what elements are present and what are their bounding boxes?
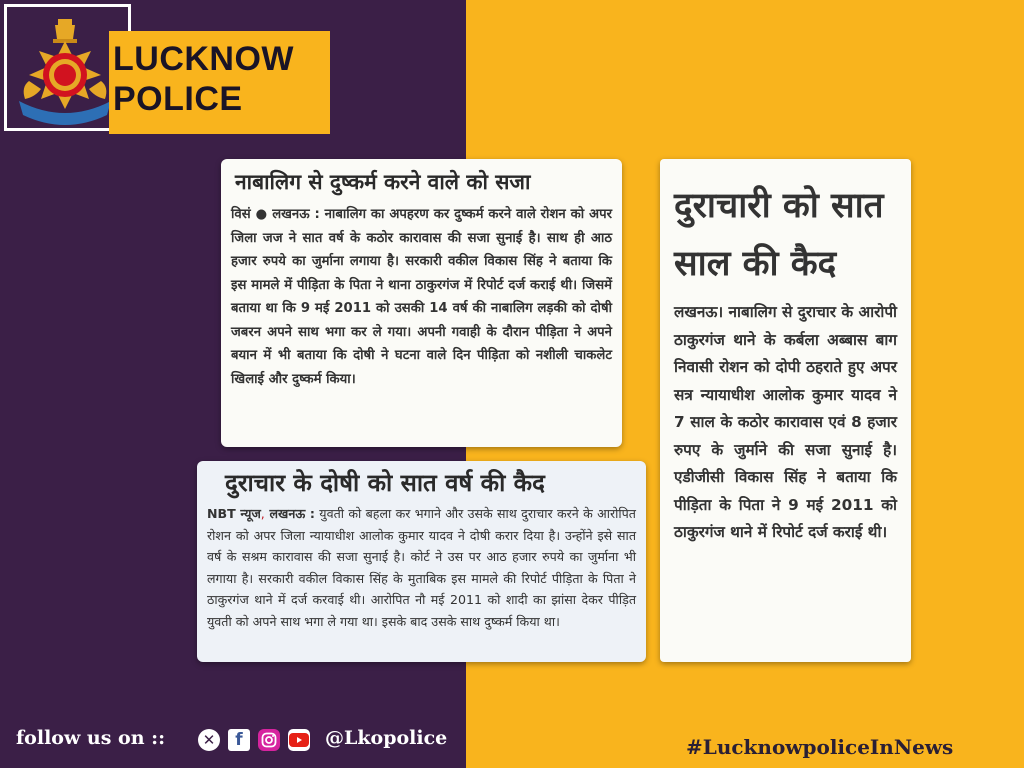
clipping-1-body: विसं ● लखनऊ : नाबालिग का अपहरण कर दुष्कर्म करने वाले रोशन को अपर जिला जज ने सात वर्ष के कठोर कारावास की सजा सुनाई है। साथ ही आठ हजार रुपये का जुर्माना लगाया है। सरकारी वकील विकास सिंह ने बताया कि इस मामले में पीड़िता के पिता ने थाना ठाकुरगंज में रिपोर्ट दर्ज कराई थी। जिसमें बताया था कि 9 मई 2011 को उसकी 14 वर्ष की नाबालिग लड़की को दोषी जबरन अपने साथ भगा कर ले गया। अपनी गवाही के दौरान पीड़िता ने अपने बयान में भी बताया कि दोषी ने घटना वाले दिन पीड़िता को नशीली चाकलेट खिलाई और दुष्कर्म किया। (231, 207, 612, 387)
facebook-icon[interactable]: f (228, 729, 250, 751)
up-police-emblem-icon (15, 17, 115, 127)
news-clipping-2 (660, 159, 911, 662)
title-box (109, 31, 330, 134)
clipping-3-comma: , (260, 506, 265, 521)
clipping-3-headline: दुराचार के दोषी को सात वर्ष की कैद (225, 469, 545, 497)
title-line-1: LUCKNOW (113, 40, 295, 78)
clipping-2-body: लखनऊ। नाबालिग से दुराचार के आरोपी ठाकुरगंज थाने के कर्बला अब्बास बाग निवासी रोशन को दोपी ठहराते हुए अपर सत्र न्यायाधीश आलोक कुमार यादव ने 7 साल के कठोर कारावास एवं 8 हजार रुपए के जुर्माने की सजा सुनाई है। एडीजीसी विकास सिंह ने बताया कि पीड़िता के पिता ने 9 मई 2011 को ठाकुरगंज थाने में रिपोर्ट दर्ज कराई थी। (674, 303, 897, 541)
follow-label: follow us on :: (16, 727, 166, 749)
x-icon[interactable]: ✕ (198, 729, 220, 751)
clipping-3-source: NBT न्यूज (207, 506, 261, 521)
instagram-icon[interactable] (258, 729, 280, 751)
clipping-1-headline: नाबालिग से दुष्कर्म करने वाले को सजा (235, 170, 531, 194)
title-line-2: POLICE (113, 80, 243, 118)
hashtag: #LucknowpoliceInNews (686, 735, 954, 759)
clipping-3-body-wrap (207, 503, 636, 632)
youtube-icon[interactable] (288, 729, 310, 751)
clipping-3-body: युवती को बहला कर भगाने और उसके साथ दुराचार करने के आरोपित रोशन को अपर जिला न्यायाधीश आलोक कुमार यादव ने दोषी करार दिया है। उन्होंने इसे सात वर्ष के सश्रम कारावास की सजा सुनाई है। कोर्ट ने उस पर आठ हजार रुपये का जुर्माना भी लगाया है। सरकारी वकील विकास सिंह के मुताबिक इस मामले की रिपोर्ट पीड़िता के पिता ने ठाकुरगंज थाने में दर्ज करवाई थी। आरोपित नौ मई 2011 को शादी का झांसा देकर पीड़ित युवती को अपने साथ भगा ले गया था। इसके बाद उसके साथ दुष्कर्म किया था। (207, 506, 636, 629)
social-icons (198, 729, 310, 751)
news-clipping-3 (197, 461, 646, 662)
news-clipping-1 (221, 159, 622, 447)
clipping-3-city: लखनऊ : (264, 506, 315, 521)
clipping-2-headline: दुराचारी को सात साल की कैद (674, 186, 884, 284)
social-handle[interactable]: @Lkopolice (325, 727, 448, 749)
